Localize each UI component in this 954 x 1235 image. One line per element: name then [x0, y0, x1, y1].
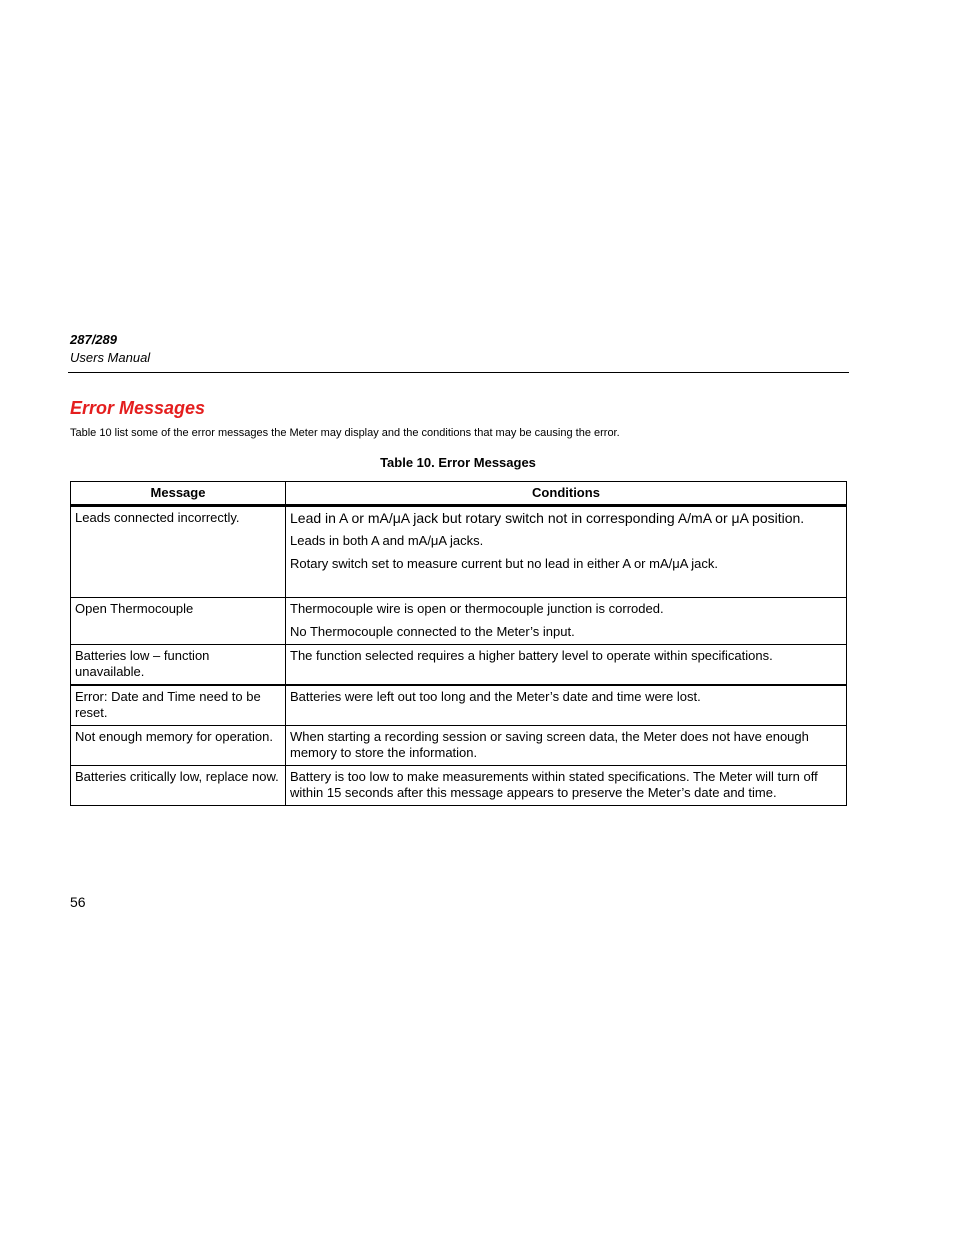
section-title: Error Messages — [70, 398, 206, 418]
header-divider — [68, 372, 849, 373]
conditions-cell — [286, 726, 847, 766]
manual-title: Users Manual — [70, 350, 151, 365]
message-cell: Batteries critically low, replace now. — [71, 766, 286, 806]
condition-text: When starting a recording session or saving screen data, the Meter does not have enough memory to store the information. — [290, 729, 809, 760]
conditions-cell — [286, 766, 847, 806]
message-cell: Leads connected incorrectly. — [71, 506, 286, 598]
table-row — [71, 506, 847, 598]
page-number: 56 — [70, 894, 86, 910]
error-messages-table — [70, 481, 847, 806]
condition-text: Battery is too low to make measurements within stated specifications. The Meter will turn off within 15 seconds after this message appears to preserve the Meter’s date and time. — [290, 769, 818, 800]
message-cell: Error: Date and Time need to be reset. — [71, 685, 286, 726]
conditions-cell — [286, 598, 847, 645]
condition-text: Batteries were left out too long and the Meter’s date and time were lost. — [290, 689, 701, 704]
table-row — [71, 645, 847, 686]
column-header-conditions: Conditions — [286, 482, 847, 506]
condition-text: No Thermocouple connected to the Meter’s input. — [290, 624, 575, 639]
conditions-cell — [286, 645, 847, 686]
table-row — [71, 726, 847, 766]
table-caption: Table 10. Error Messages — [380, 455, 536, 470]
condition-text: Thermocouple wire is open or thermocouple junction is corroded. — [290, 601, 664, 616]
message-cell: Open Thermocouple — [71, 598, 286, 645]
table-header-row — [71, 482, 847, 506]
section-intro: Table 10 list some of the error messages the Meter may display and the conditions that may be causing the error. — [70, 427, 620, 439]
manual-model: 287/289 — [70, 332, 117, 347]
message-cell: Not enough memory for operation. — [71, 726, 286, 766]
condition-text: The function selected requires a higher battery level to operate within specifications. — [290, 648, 773, 663]
condition-text: Leads in both A and mA/μA jacks. — [290, 533, 484, 548]
condition-text: Rotary switch set to measure current but no lead in either A or mA/μA jack. — [290, 556, 719, 571]
condition-text: Lead in A or mA/μA jack but rotary switch not in corresponding A/mA or μA position. — [290, 510, 805, 526]
conditions-cell — [286, 685, 847, 726]
table-row — [71, 685, 847, 726]
conditions-cell — [286, 506, 847, 598]
column-header-message: Message — [71, 482, 286, 506]
table-row — [71, 766, 847, 806]
table-row — [71, 598, 847, 645]
message-cell: Batteries low – function unavailable. — [71, 645, 286, 686]
